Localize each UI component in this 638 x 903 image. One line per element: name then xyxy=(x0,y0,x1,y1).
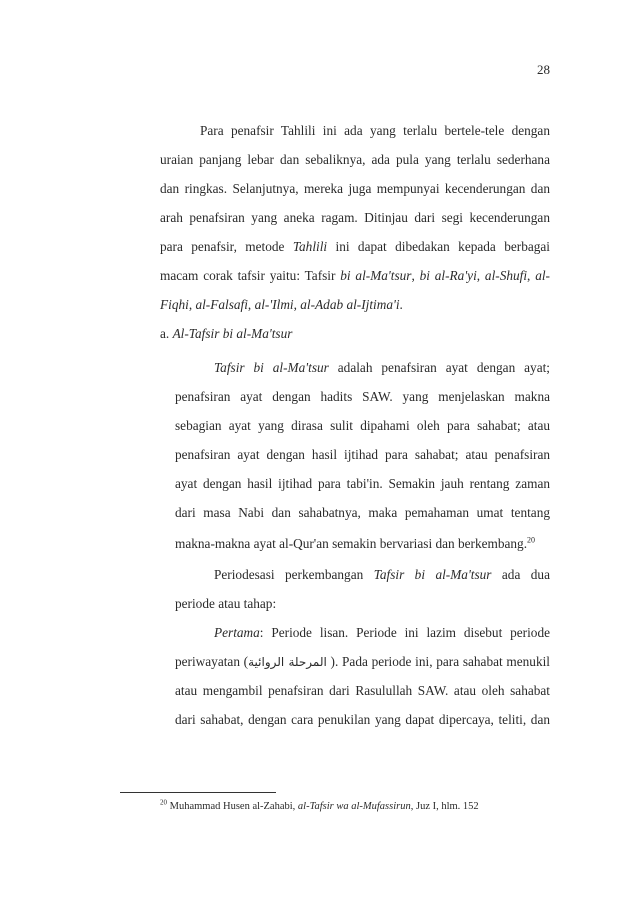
text-span: : Periode lisan. Periode ini lazim disebut periode xyxy=(259,625,550,640)
text-span: Periodesasi perkembangan xyxy=(214,567,374,582)
text-span: makna-makna ayat al-Qur'an semakin bervariasi dan berkembang. xyxy=(175,536,528,551)
intro-line-3-text: dan ringkas. Selanjutnya, mereka juga mempunyai kecenderungan dan xyxy=(160,181,550,196)
footnote-number: 20 xyxy=(160,798,167,807)
text-span: . xyxy=(399,297,403,312)
intro-line-4-text: arah penafsiran yang aneka ragam. Ditinjau dari segi kecenderungan xyxy=(160,210,550,225)
term: Tafsir bi al-Ma'tsur xyxy=(214,360,329,375)
text-span: periode atau tahap: xyxy=(175,596,277,611)
para-a2-line-1-text xyxy=(214,567,550,583)
term: al-Shufi xyxy=(484,268,528,283)
footnote-rest: , Juz I, hlm. 152 xyxy=(410,801,479,812)
section-a-prefix: a. xyxy=(160,326,173,341)
text-span: , xyxy=(247,297,255,312)
para-a2-line-2 xyxy=(175,596,276,612)
para-a1-line-2 xyxy=(175,389,550,405)
para-a3-line-1-text xyxy=(214,625,550,641)
text-span: , xyxy=(188,297,196,312)
para-a1-line-5 xyxy=(175,476,550,492)
intro-line-7 xyxy=(160,297,403,313)
intro-line-1 xyxy=(200,123,550,139)
arabic-term: المرحلة الروائية xyxy=(248,655,327,669)
para-a1-line-3 xyxy=(175,418,550,434)
para-a3-line-4-text: dari sahabat, dengan cara penukilan yang dapat dipercaya, teliti, dan xyxy=(175,712,550,727)
text-span: ini dapat dibedakan kepada berbagai xyxy=(327,239,550,254)
text-span: , xyxy=(411,268,420,283)
text-span: adalah penafsiran ayat dengan ayat; xyxy=(328,360,550,375)
intro-line-5-text xyxy=(160,239,550,255)
text-span: ). Pada periode ini, para sahabat menukil xyxy=(326,654,550,669)
term: al-'Ilmi xyxy=(254,297,294,312)
intro-line-5 xyxy=(160,239,550,255)
term: al- xyxy=(535,268,550,283)
footnote-20 xyxy=(160,800,479,813)
para-a1-line-4-text: penafsiran ayat dengan hasil ijtihad para sahabat; atau penafsiran xyxy=(175,447,550,462)
para-a1-line-7 xyxy=(175,536,535,552)
footnote-title: al-Tafsir wa al-Mufassirun xyxy=(297,801,411,812)
para-a1-line-1 xyxy=(214,360,550,376)
para-a3-line-3-text: atau mengambil penafsiran dari Rasulullah SAW. atau oleh sahabat xyxy=(175,683,550,698)
intro-line-1-text: Para penafsir Tahlili ini ada yang terlalu bertele-tele dengan xyxy=(200,123,550,138)
text-span: macam corak tafsir yaitu: Tafsir xyxy=(160,268,341,283)
term: Tafsir bi al-Ma'tsur xyxy=(373,567,492,582)
term-tahlili: Tahlili xyxy=(292,239,328,254)
term: Fiqhi xyxy=(160,297,189,312)
para-a1-line-4 xyxy=(175,447,550,463)
intro-line-3 xyxy=(160,181,550,197)
term: bi al-Ra'yi xyxy=(419,268,477,283)
para-a1-line-1-text xyxy=(214,360,550,376)
text-span: , xyxy=(527,268,536,283)
intro-line-2-text: uraian panjang lebar dan sebaliknya, ada pula yang terlalu sederhana xyxy=(160,152,550,167)
section-a-title: Al-Tafsir bi al-Ma'tsur xyxy=(172,326,293,341)
intro-line-4 xyxy=(160,210,550,226)
para-a1-line-6-text: dari masa Nabi dan sahabatnya, maka pemahaman umat tentang xyxy=(175,505,550,520)
text-span: ada dua xyxy=(491,567,550,582)
intro-line-2 xyxy=(160,152,550,168)
text-span: , xyxy=(293,297,301,312)
text-span: para penafsir, metode xyxy=(160,239,293,254)
para-a3-line-3 xyxy=(175,683,550,699)
para-a1-line-2-text: penafsiran ayat dengan hadits SAW. yang menjelaskan makna xyxy=(175,389,550,404)
text-span: , xyxy=(476,268,485,283)
term: al-Falsafi xyxy=(195,297,248,312)
para-a1-line-3-text: sebagian ayat yang dirasa sulit dipahami oleh para sahabat; atau xyxy=(175,418,550,433)
term-pertama: Pertama xyxy=(214,625,260,640)
para-a1-line-5-text: ayat dengan hasil ijtihad para tabi'in. Semakin jauh rentang zaman xyxy=(175,476,550,491)
para-a3-line-2 xyxy=(175,654,550,670)
intro-line-6-text xyxy=(160,268,550,284)
footnote-ref[interactable]: 20 xyxy=(527,535,536,545)
term: al-Adab al-Ijtima'i xyxy=(300,297,400,312)
section-a-heading xyxy=(160,326,292,342)
page-number: 28 xyxy=(537,62,550,77)
text-span: periwayatan ( xyxy=(175,654,249,669)
para-a3-line-2-text xyxy=(175,654,550,670)
intro-line-6 xyxy=(160,268,550,284)
footnote-separator xyxy=(120,792,276,793)
para-a3-line-1 xyxy=(214,625,550,641)
term: bi al-Ma'tsur xyxy=(340,268,412,283)
para-a2-line-1 xyxy=(214,567,550,583)
para-a3-line-4 xyxy=(175,712,550,728)
para-a1-line-6 xyxy=(175,505,550,521)
footnote-author: Muhammad Husen al-Zahabi, xyxy=(167,801,298,812)
